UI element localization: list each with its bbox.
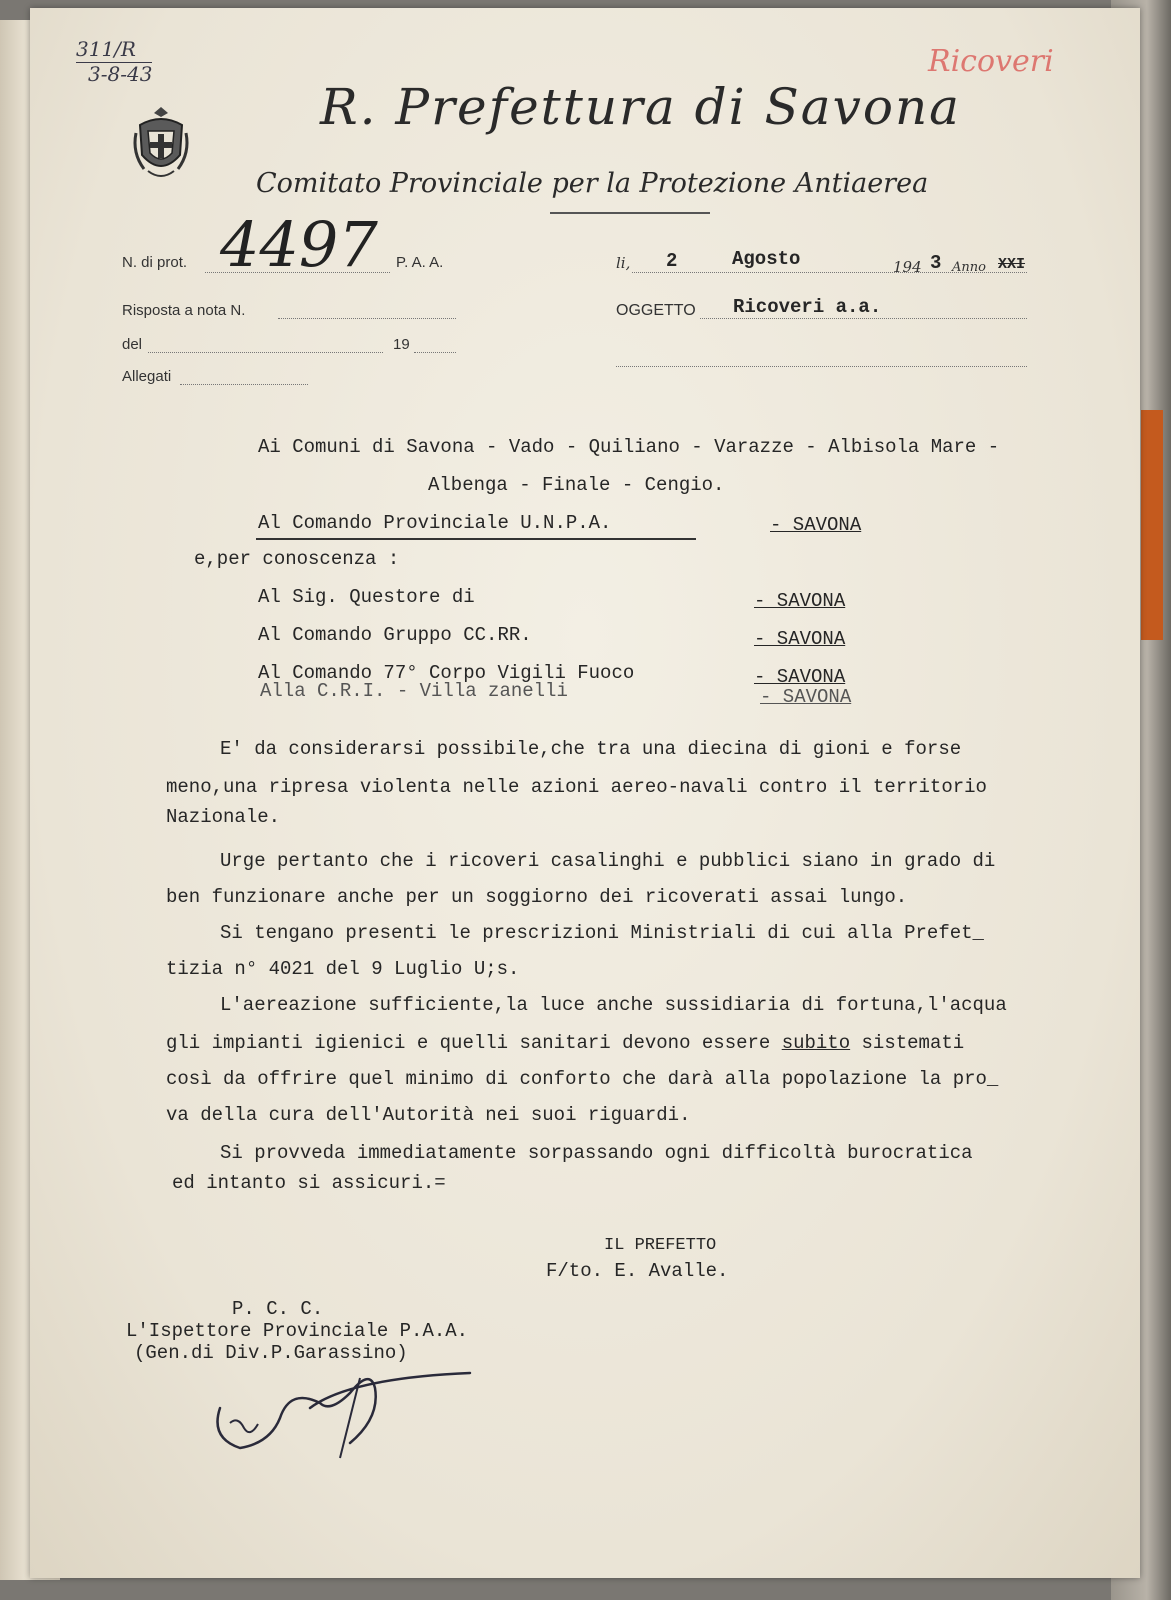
corner-note-date: 3-8-43 [76, 62, 152, 85]
coat-of-arms-icon [130, 103, 192, 183]
allegati-label: Allegati [122, 368, 172, 385]
allegati-dotted-line [180, 384, 308, 385]
letterhead-title: R. Prefettura di Savona [320, 78, 961, 136]
body-p5-line2: ed intanto si assicuri.= [172, 1172, 446, 1194]
cc-recipient-1: Al Sig. Questore di [258, 586, 475, 608]
body-p3-line2: tizia n° 4021 del 9 Luglio U;s. [166, 958, 520, 980]
anno-label: Anno [952, 260, 986, 275]
handwritten-signature-icon [200, 1348, 500, 1468]
risposta-label: Risposta a nota N. [122, 302, 246, 319]
prot-label: N. di prot. [122, 254, 188, 271]
oggetto-value: Ricoveri a.a. [733, 296, 882, 318]
body-p1-line3: Nazionale. [166, 806, 281, 828]
body-p4-underlined-word: subito [781, 1032, 851, 1054]
body-p5-line1: Si provveda immediatamente sorpassando ogni difficoltà burocratica [220, 1142, 973, 1164]
anno-value: XXI [998, 256, 1026, 273]
body-p4-line2-start: gli impianti igienici e quelli sanitari devono essere [166, 1032, 782, 1054]
body-p4-line1: L'aereazione sufficiente,la luce anche sussidiaria di fortuna,l'acqua [220, 994, 1007, 1016]
cc-recipient-4: Alla C.R.I. - Villa zanelli [260, 680, 568, 702]
red-handwritten-note: Ricoveri [928, 44, 1054, 79]
per-conoscenza: e,per conoscenza : [194, 548, 400, 570]
risposta-dotted-line [278, 318, 456, 319]
recipient-underline [256, 538, 696, 540]
year-19-label: 19 [393, 336, 410, 353]
body-p4-line2-end: sistemati [850, 1032, 965, 1054]
cc-recipient-3-city: - SAVONA [754, 666, 846, 688]
year-prefix: 194 [893, 258, 922, 276]
corner-note-number: 311/R [76, 37, 136, 61]
date-month: Agosto [732, 248, 801, 270]
body-p4-line3: così da offrire quel minimo di conforto che darà alla popolazione la pro_ [166, 1068, 999, 1090]
oggetto-second-line [616, 366, 1027, 367]
recipient-comando-unpa-city: - SAVONA [770, 514, 862, 536]
cc-recipient-4-city: - SAVONA [760, 686, 852, 708]
year-dotted-line [414, 352, 456, 353]
pcc-label: P. C. C. [232, 1298, 324, 1320]
li-label: li, [616, 254, 631, 272]
body-p4-line2 [166, 1032, 964, 1054]
recipient-comando-unpa: Al Comando Provinciale U.N.P.A. [258, 512, 612, 534]
cc-recipient-1-city: - SAVONA [754, 590, 846, 612]
cc-recipient-2-city: - SAVONA [754, 628, 846, 650]
ispettore-name: (Gen.di Div.P.Garassino) [134, 1342, 408, 1364]
red-folder-tab [1141, 410, 1163, 640]
body-p4-line4: va della cura dell'Autorità nei suoi riguardi. [166, 1104, 691, 1126]
oggetto-dotted-line [700, 318, 1027, 319]
date-day: 2 [666, 250, 678, 272]
del-dotted-line [148, 352, 383, 353]
subtitle-underline [550, 212, 710, 214]
ispettore-label: L'Ispettore Provinciale P.A.A. [126, 1320, 469, 1342]
cc-recipient-2: Al Comando Gruppo CC.RR. [258, 624, 532, 646]
il-prefetto: IL PREFETTO [604, 1236, 717, 1255]
year-digit: 3 [930, 252, 942, 274]
paa-label: P. A. A. [396, 254, 444, 271]
corner-protocol-note [76, 38, 152, 85]
prot-number-handwritten: 4497 [220, 208, 378, 281]
del-label: del [122, 336, 143, 353]
recipients-line-2: Albenga - Finale - Cengio. [428, 474, 725, 496]
body-p1-line2: meno,una ripresa violenta nelle azioni aereo-navali contro il territorio [166, 776, 987, 798]
letterhead-subtitle: Comitato Provinciale per la Protezione Antiaerea [256, 168, 929, 199]
oggetto-label: OGGETTO [616, 302, 696, 319]
body-p3-line1: Si tengano presenti le prescrizioni Ministriali di cui alla Prefet_ [220, 922, 984, 944]
prefetto-signature-typed: F/to. E. Avalle. [546, 1260, 729, 1282]
body-p1-line1: E' da considerarsi possibile,che tra una diecina di gioni e forse [220, 738, 962, 760]
cc-recipient-3: Al Comando 77° Corpo Vigili Fuoco [258, 662, 635, 684]
body-p2-line1: Urge pertanto che i ricoveri casalinghi e pubblici siano in grado di [220, 850, 996, 872]
recipients-line-1: Ai Comuni di Savona - Vado - Quiliano - Varazze - Albisola Mare - [258, 436, 1000, 458]
letter-page [30, 8, 1140, 1578]
body-p2-line2: ben funzionare anche per un soggiorno dei ricoverati assai lungo. [166, 886, 908, 908]
